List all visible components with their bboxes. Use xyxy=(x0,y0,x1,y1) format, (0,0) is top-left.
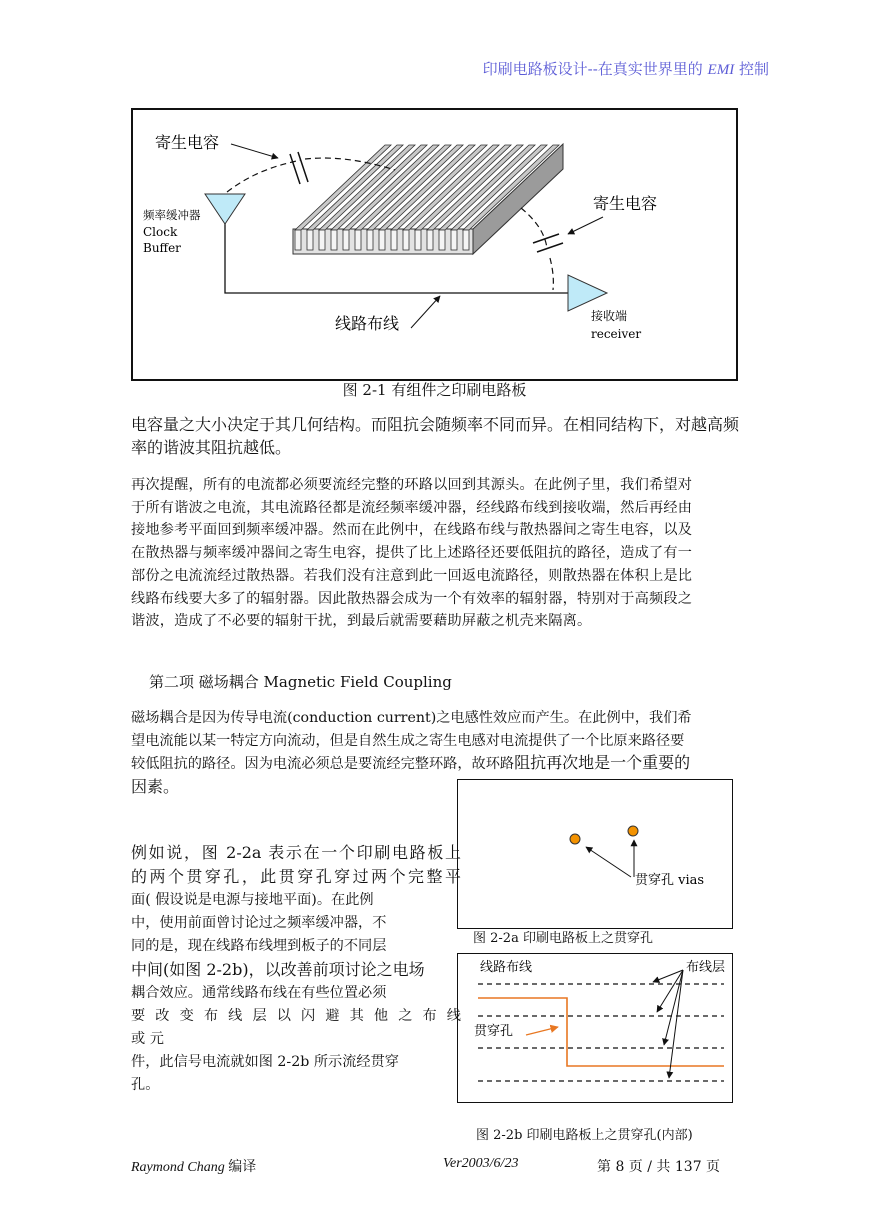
heat-sink-fin-front xyxy=(451,230,457,250)
arrow-layer-4 xyxy=(669,970,683,1078)
figure-2-2a xyxy=(457,779,733,929)
footer-author-name: Raymond Chang xyxy=(131,1160,225,1175)
paragraph-4-line-3: 面( 假设说是电源与接地平面)。在此例 xyxy=(131,892,374,908)
label-receiver-cn: 接收端 xyxy=(591,309,628,323)
heat-sink-fin-front xyxy=(415,230,421,250)
paragraph-3-main: 磁场耦合是因为传导电流(conduction current)之电感性效应而产生。在此例中，我们希望电流能以某一特定方向流动，但是自然生成之寄生电感对电流提供了一个比原来路径要较低阻抗的路径。因为电流必须总是要流经完整环路，故环路 xyxy=(131,710,692,773)
paragraph-4-line-11: 孔。 xyxy=(131,1077,160,1093)
label-buffer-en2: Buffer xyxy=(143,241,181,255)
header-title-end: 控制 xyxy=(738,60,769,78)
figure-2-2b xyxy=(457,953,733,1103)
heat-sink-fin-front xyxy=(463,230,469,250)
label-receiver-en: receiver xyxy=(591,327,642,341)
heat-sink-fin-front xyxy=(439,230,445,250)
page-header xyxy=(483,58,769,79)
arrow-via-1 xyxy=(586,847,631,877)
section-heading: 第二项 磁场耦合 Magnetic Field Coupling xyxy=(149,673,452,691)
heat-sink-fin-front xyxy=(343,230,349,250)
label-parasitic-right: 寄生电容 xyxy=(593,194,658,213)
figure-2-1-caption: 图 2-1 有组件之印刷电路板 xyxy=(342,381,527,399)
label-via-2b: 贯穿孔 xyxy=(474,1024,514,1039)
footer-author-cn: 编译 xyxy=(228,1159,257,1175)
arrow-trace xyxy=(411,296,440,328)
heat-sink-fin-front xyxy=(295,230,301,250)
label-trace: 线路布线 xyxy=(335,314,400,333)
paragraph-4-line-2: 的两个贯穿孔，此贯穿孔穿过两个完整平 xyxy=(131,867,461,886)
arrow-layer-3 xyxy=(664,970,683,1045)
parasitic-path-right-low xyxy=(550,258,553,290)
arrow-layer-2 xyxy=(657,970,683,1012)
figure-2-1-diagram xyxy=(133,110,736,379)
figure-2-1 xyxy=(131,108,738,381)
capacitor-left xyxy=(290,152,308,184)
arrow-parasitic-right xyxy=(568,217,603,234)
footer-version: Ver2003/6/23 xyxy=(443,1156,519,1171)
parasitic-path-left xyxy=(227,160,301,192)
paragraph-4-line-10: 件，此信号电流就如图 2-2b 所示流经贯穿 xyxy=(131,1054,399,1070)
paragraph-4-line-1: 例如说，图 2-2a 表示在一个印刷电路板上 xyxy=(131,843,461,862)
heat-sink-fin-front xyxy=(367,230,373,250)
paragraph-3-last: 阻抗再次地是一个重要的因素。 xyxy=(131,753,691,797)
heat-sink-fin-front xyxy=(427,230,433,250)
header-title-cn: 印刷电路板设计--在真实世界里的 xyxy=(482,60,703,78)
paragraph-1: 电容量之大小决定于其几何结构。而阻抗会随频率不同而异。在相同结构下，对越高频率的谐波其阻抗越低。 xyxy=(131,415,740,457)
heat-sink-fin-front xyxy=(379,230,385,250)
label-vias: 贯穿孔 vias xyxy=(635,873,705,888)
arrow-parasitic-left xyxy=(231,144,278,158)
paragraph-4 xyxy=(131,841,461,1097)
label-layer: 布线层 xyxy=(686,960,726,975)
heat-sink-fin-front xyxy=(319,230,325,250)
label-parasitic-left: 寄生电容 xyxy=(155,133,220,152)
receiver xyxy=(568,275,607,311)
arrow-via xyxy=(526,1027,558,1035)
heat-sink xyxy=(293,144,563,254)
heat-sink-fin-front xyxy=(403,230,409,250)
label-buffer-en1: Clock xyxy=(143,225,178,239)
paragraph-4-line-9: 或 元 xyxy=(131,1031,164,1047)
paragraph-4-line-7: 耦合效应。通常线路布线在有些位置必须 xyxy=(131,985,387,1001)
paragraph-4-line-4: 中，使用前面曾讨论过之频率缓冲器，不 xyxy=(131,915,387,931)
paragraph-4-line-8: 要 改 变 布 线 层 以 闪 避 其 他 之 布 线 xyxy=(131,1008,461,1024)
heat-sink-fin-front xyxy=(307,230,313,250)
figure-2-2a-caption: 图 2-2a 印刷电路板上之贯穿孔 xyxy=(473,931,653,946)
figure-2-2b-diagram xyxy=(458,954,732,1102)
label-buffer-cn: 频率缓冲器 xyxy=(143,208,201,222)
paragraph-4-line-5: 同的是，现在线路布线埋到板子的不同层 xyxy=(131,938,387,954)
heat-sink-fin-front xyxy=(391,230,397,250)
capacitor-right xyxy=(533,234,563,252)
footer-page-number: 第 8 页 / 共 137 页 xyxy=(597,1159,721,1175)
figure-2-2b-caption: 图 2-2b 印刷电路板上之贯穿孔(内部) xyxy=(476,1128,693,1143)
via-1 xyxy=(570,834,580,844)
signal-trace xyxy=(478,998,724,1066)
figure-2-2a-diagram xyxy=(458,780,732,928)
paragraph-2: 再次提醒，所有的电流都必须要流经完整的环路以回到其源头。在此例子里，我们希望对于所有谐波之电流，其电流路径都是流经频率缓冲器，经线路布线到接收端，然后再经由接地参考平面回到频率缓冲器。然而在此例中，在线路布线与散热器间之寄生电容，以及在散热器与频率缓冲器间之寄生电容，提供了比上述路径还要低阻抗的路径，造成了有一部份之电流流经过散热器。若我们没有注意到此一回返电流路径，则散热器在体积上是比线路布线要大多了的辐射器。因此散热器会成为一个有效率的辐射器，特别对于高频段之谐波，造成了不必要的辐射干扰，到最后就需要藉助屏蔽之机壳来隔离。 xyxy=(131,477,693,630)
footer-author xyxy=(131,1156,256,1176)
arrow-layer-1 xyxy=(653,970,683,982)
heat-sink-fin-front xyxy=(331,230,337,250)
heat-sink-fin-front xyxy=(355,230,361,250)
header-title-emi: EMI xyxy=(707,62,735,78)
paragraph-4-line-6: 中间(如图 2-2b)，以改善前项讨论之电场 xyxy=(131,960,425,979)
via-2 xyxy=(628,826,638,836)
label-trace-2b: 线路布线 xyxy=(480,960,533,975)
clock-buffer xyxy=(205,194,245,224)
